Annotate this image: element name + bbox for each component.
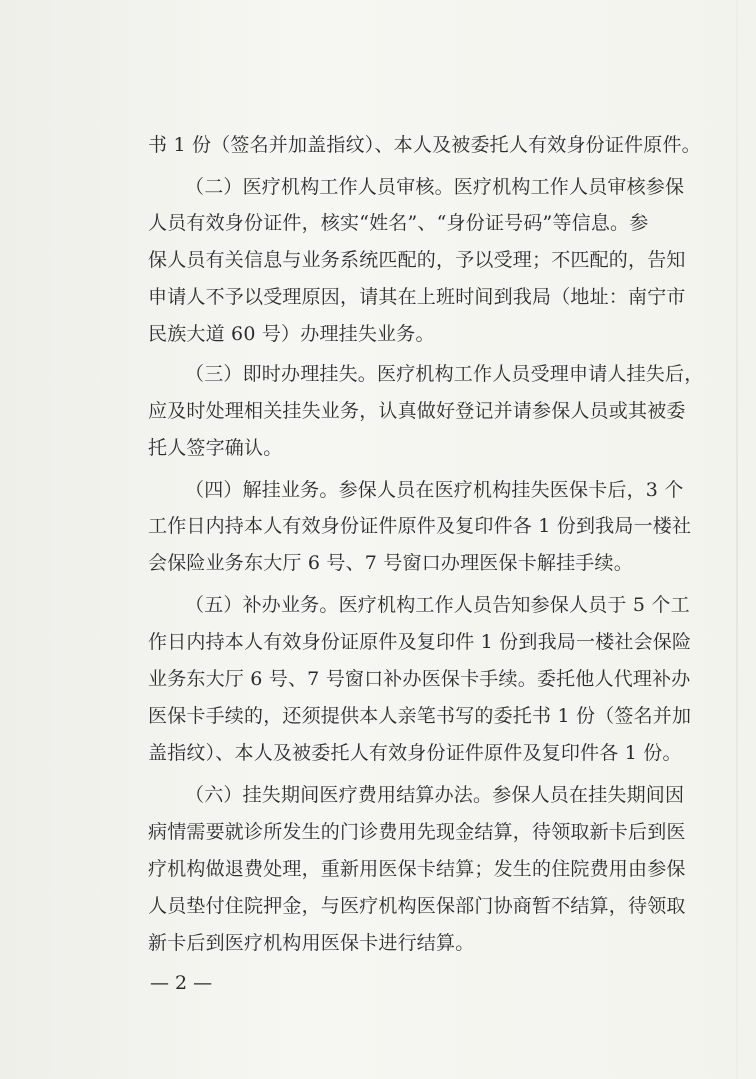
text-line: 人员有效身份证件，核实“姓名”、“身份证号码”等信息。参 (148, 212, 649, 234)
text-line: 书 1 份（签名并加盖指纹）、本人及被委托人有效身份证件原件。 (148, 134, 701, 156)
text-line: 托人签字确认。 (148, 437, 283, 459)
text-line: 人员垫付住院押金，与医疗机构医保部门协商暂不结算，待领取 (148, 895, 686, 917)
text-line: 病情需要就诊所发生的门诊费用先现金结算，待领取新卡后到医 (148, 821, 686, 843)
text-line: 盖指纹）、本人及被委托人有效身份证件原件及复印件各 1 份。 (148, 742, 682, 764)
text-line: （五）补办业务。医疗机构工作人员告知参保人员于 5 个工 (185, 594, 690, 616)
text-line: 民族大道 60 号）办理挂失业务。 (148, 323, 435, 345)
text-line: 申请人不予以受理原因，请其在上班时间到我局（地址：南宁市 (148, 286, 686, 308)
text-line: 保人员有关信息与业务系统匹配的，予以受理；不匹配的，告知 (148, 249, 686, 271)
text-line: 医保卡手续的，还须提供本人亲笔书写的委托书 1 份（签名并加 (148, 705, 692, 727)
page-fold (736, 0, 738, 1079)
text-line: 应及时处理相关挂失业务，认真做好登记并请参保人员或其被委 (148, 400, 686, 422)
text-line: （二）医疗机构工作人员审核。医疗机构工作人员审核参保 (185, 176, 685, 198)
text-line: （六）挂失期间医疗费用结算办法。参保人员在挂失期间因 (185, 784, 685, 806)
text-line: 业务东大厅 6 号、7 号窗口补办医保卡手续。委托他人代理补办 (148, 668, 691, 690)
text-line: （四）解挂业务。参保人员在医疗机构挂失医保卡后，3 个 (185, 479, 684, 501)
text-line: 工作日内持本人有效身份证件原件及复印件各 1 份到我局一楼社 (148, 515, 692, 537)
text-line: （三）即时办理挂失。医疗机构工作人员受理申请人挂失后， (185, 363, 704, 385)
text-line: 作日内持本人有效身份证原件及复印件 1 份到我局一楼社会保险 (148, 631, 692, 653)
text-line: 新卡后到医疗机构用医保卡进行结算。 (148, 932, 475, 954)
text-line: 疗机构做退费处理，重新用医保卡结算；发生的住院费用由参保 (148, 858, 686, 880)
page-number: — 2 — (150, 972, 213, 994)
text-line: 会保险业务东大厅 6 号、7 号窗口办理医保卡解挂手续。 (148, 552, 633, 574)
